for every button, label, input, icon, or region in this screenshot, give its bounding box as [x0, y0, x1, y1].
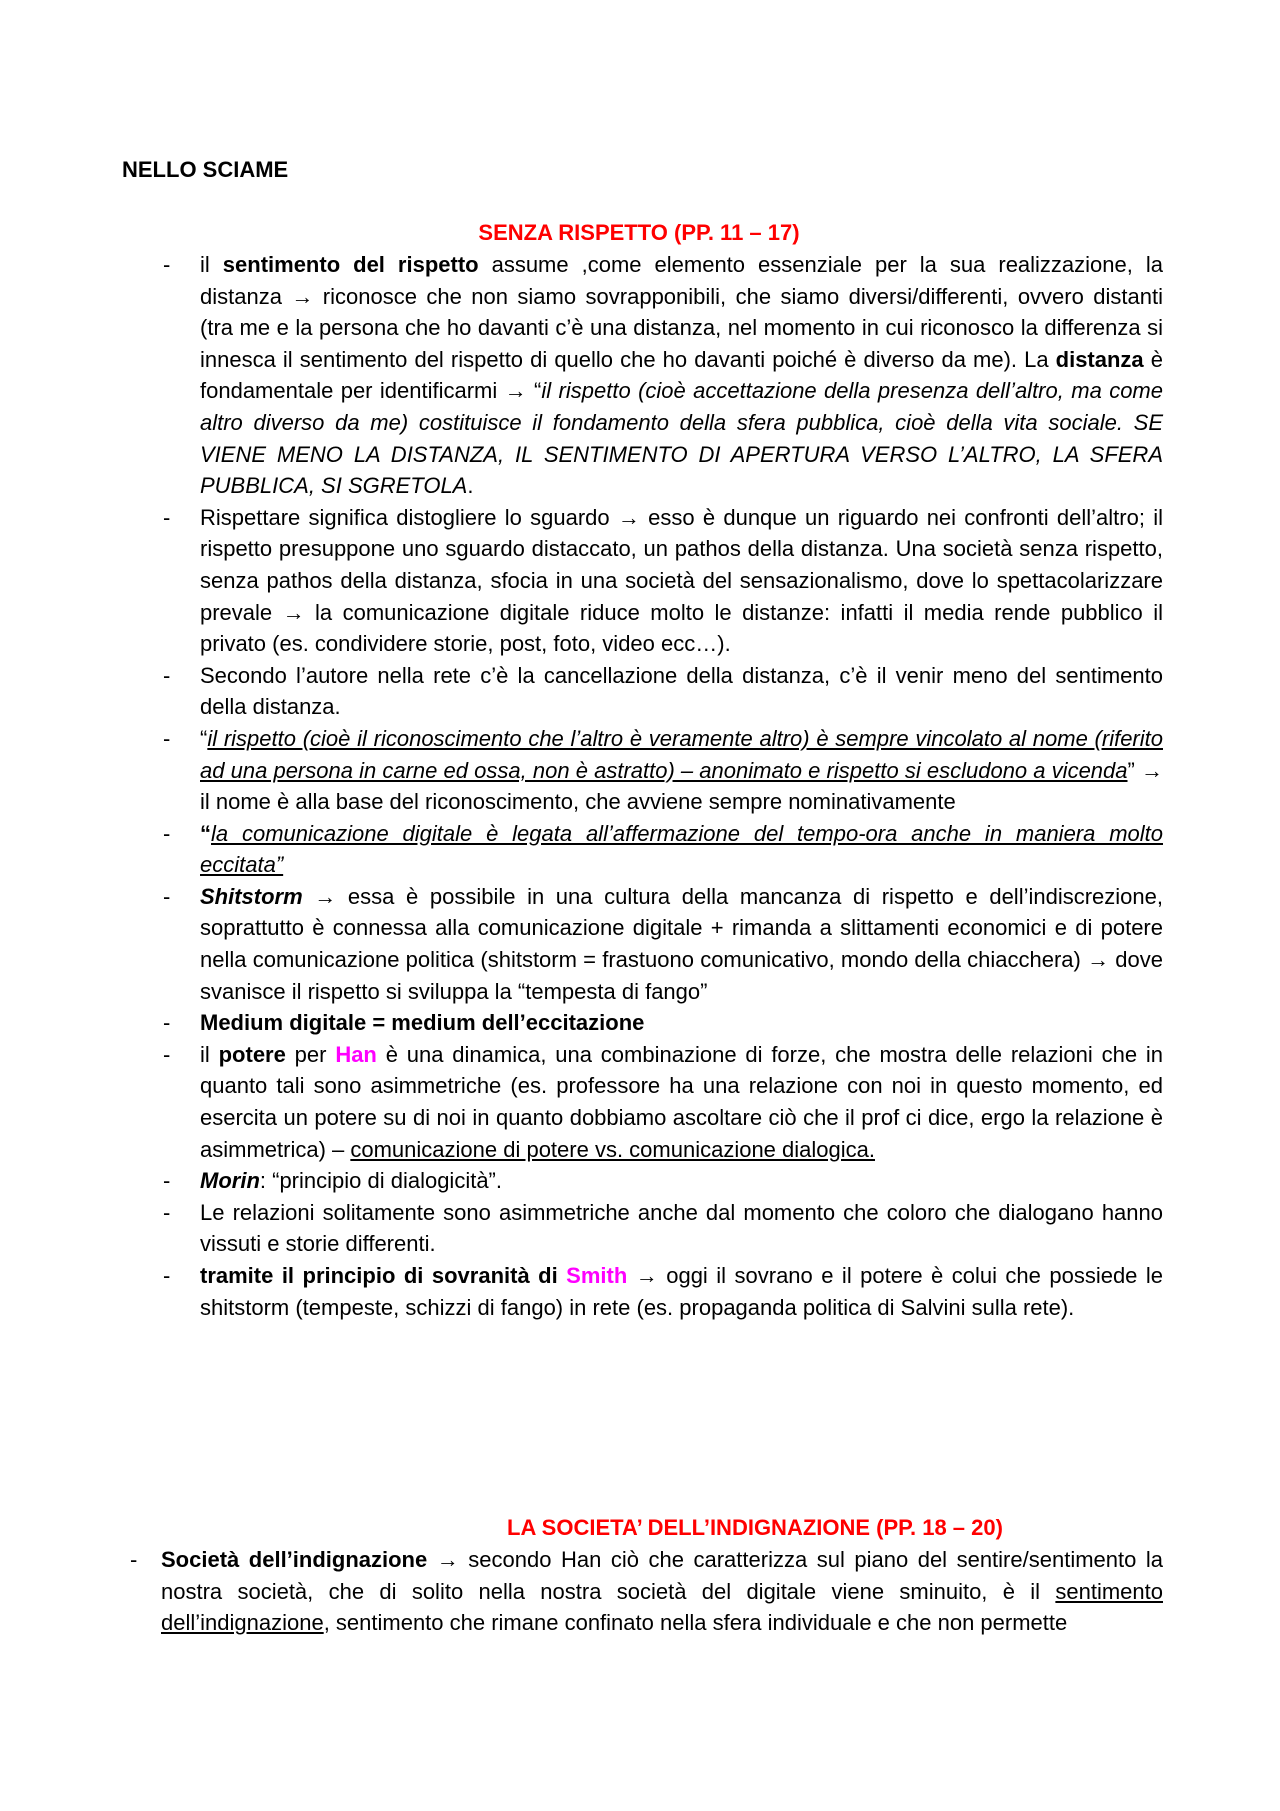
text-run: Shitstorm [200, 883, 303, 909]
document-title: NELLO SCIAME [122, 157, 289, 182]
list-item [130, 1544, 1163, 1639]
section-title-societa-indignazione: LA SOCIETA’ DELL’INDIGNAZIONE (PP. 18 – 20) [507, 1515, 1003, 1540]
text-run: il [200, 252, 223, 277]
text-run: la comunicazione digitale è legata all’affermazione del tempo-ora anche in maniera molto eccitata” [200, 820, 1163, 878]
text-run: il rispetto (cioè il riconoscimento che l’altro è veramente altro) è sempre vincolato al nome (riferito ad una persona in carne ed ossa, non è astratto) – anonimato e rispetto si escludono a vicenda [200, 725, 1163, 783]
list-item [163, 881, 1163, 1007]
list-item [163, 723, 1163, 818]
text-run: sentimento del rispetto [222, 252, 479, 277]
text-run: → secondo Han ciò che caratterizza sul piano del sentire/sentimento la nostra società, che di solito nella nostra società del digitale viene sminuito, è il [161, 1547, 1163, 1604]
text-run: potere [218, 1041, 286, 1067]
text-run: sentimento dell’indignazione [161, 1578, 1163, 1636]
text-run: per [285, 1041, 336, 1067]
text-run: il rispetto (cioè accettazione della presenza dell’altro, ma come altro diverso da me) costituisce il fondamento della sfera pubblica, cioè della vita sociale. SE VIENE MENO LA DISTANZA, IL SENTIMENTO DI APERTURA VERSO L’ALTRO, LA SFERA PUBBLICA, SI SGRETOLA [200, 378, 1163, 499]
text-run: distanza [1055, 346, 1144, 372]
text-run: il [200, 1041, 219, 1067]
text-run: Rispettare significa distogliere lo sguardo → esso è dunque un riguardo nei confronti dell’altro; il rispetto presuppone uno sguardo distaccato, un pathos della distanza. Una società senza rispetto, senza pathos della distanza, sfocia in una società del sensazionalismo, dove lo spettacolarizzare prevale → la comunicazione digitale riduce molto le distanze: infatti il media rende pubblico il privato (es. condividere storie, post, foto, video ecc…). [200, 504, 1163, 657]
section-title-senza-rispetto: SENZA RISPETTO (PP. 11 – 17) [478, 220, 800, 245]
text-run: Società dell’indignazione [161, 1547, 428, 1572]
text-run: → oggi il sovrano e il potere è colui che possiede le shitstorm (tempeste, schizzi di fango) in rete (es. propaganda politica di Salvini sulla rete). [200, 1263, 1163, 1320]
list-item [163, 660, 1163, 723]
list-item [163, 1197, 1163, 1260]
list-item [163, 1165, 1163, 1197]
section-list-senza-rispetto [163, 249, 1163, 1323]
list-item [163, 1260, 1163, 1323]
text-run: comunicazione di potere vs. comunicazione dialogica. [350, 1136, 875, 1162]
list-item [163, 1039, 1163, 1165]
text-run: Morin [200, 1168, 260, 1194]
text-run: , sentimento che rimane confinato nella sfera individuale e che non permette [323, 1610, 1068, 1636]
list-item [163, 1007, 1163, 1039]
text-run: Medium digitale = medium dell’eccitazione [200, 1010, 645, 1036]
text-run: . [467, 473, 474, 499]
text-run: è fondamentale per identificarmi → “ [200, 346, 1163, 404]
text-run: ” → il nome è alla base del riconoscimento, che avviene sempre nominativamente [200, 757, 1163, 815]
text-run: → essa è possibile in una cultura della mancanza di rispetto e dell’indiscrezione, soprattutto è connessa alla comunicazione digitale + rimanda a slittamenti economici e di potere nella comunicazione politica (shitstorm = frastuono comunicativo, mondo della chiacchera) → dove svanisce il rispetto si sviluppa la “tempesta di fango” [200, 883, 1163, 1004]
text-run: Secondo l’autore nella rete c’è la cancellazione della distanza, c’è il venir meno del sentimento della distanza. [200, 662, 1163, 720]
text-run: “ [200, 820, 211, 846]
list-item [163, 502, 1163, 660]
section-list-societa-indignazione [130, 1544, 1163, 1639]
list-item [163, 249, 1163, 502]
text-run: Le relazioni solitamente sono asimmetriche anche dal momento che coloro che dialogano hanno vissuti e storie differenti. [200, 1199, 1163, 1257]
list-item [163, 818, 1163, 881]
text-run: Han [335, 1041, 377, 1067]
text-run: assume ,come elemento essenziale per la sua realizzazione, la distanza → riconosce che non siamo sovrapponibili, che siamo diversi/differenti, ovvero distanti (tra me e la persona che ho davanti c’è una distanza, nel momento in cui riconosco la differenza si innesca il sentimento del rispetto di quello che ho davanti poiché è diverso da me). La [200, 252, 1163, 372]
text-run: : “principio di dialogicità”. [259, 1168, 502, 1194]
text-run: “ [200, 725, 208, 751]
text-run: tramite il principio di sovranità di [200, 1263, 567, 1288]
text-run: Smith [566, 1263, 628, 1288]
text-run: è una dinamica, una combinazione di forze, che mostra delle relazioni che in quanto tali sono asimmetriche (es. professore ha una relazione con noi in questo momento, ed esercita un potere su di noi in quanto dobbiamo ascoltare ciò che il prof ci dice, ergo la relazione è asimmetrica) – [200, 1041, 1163, 1162]
